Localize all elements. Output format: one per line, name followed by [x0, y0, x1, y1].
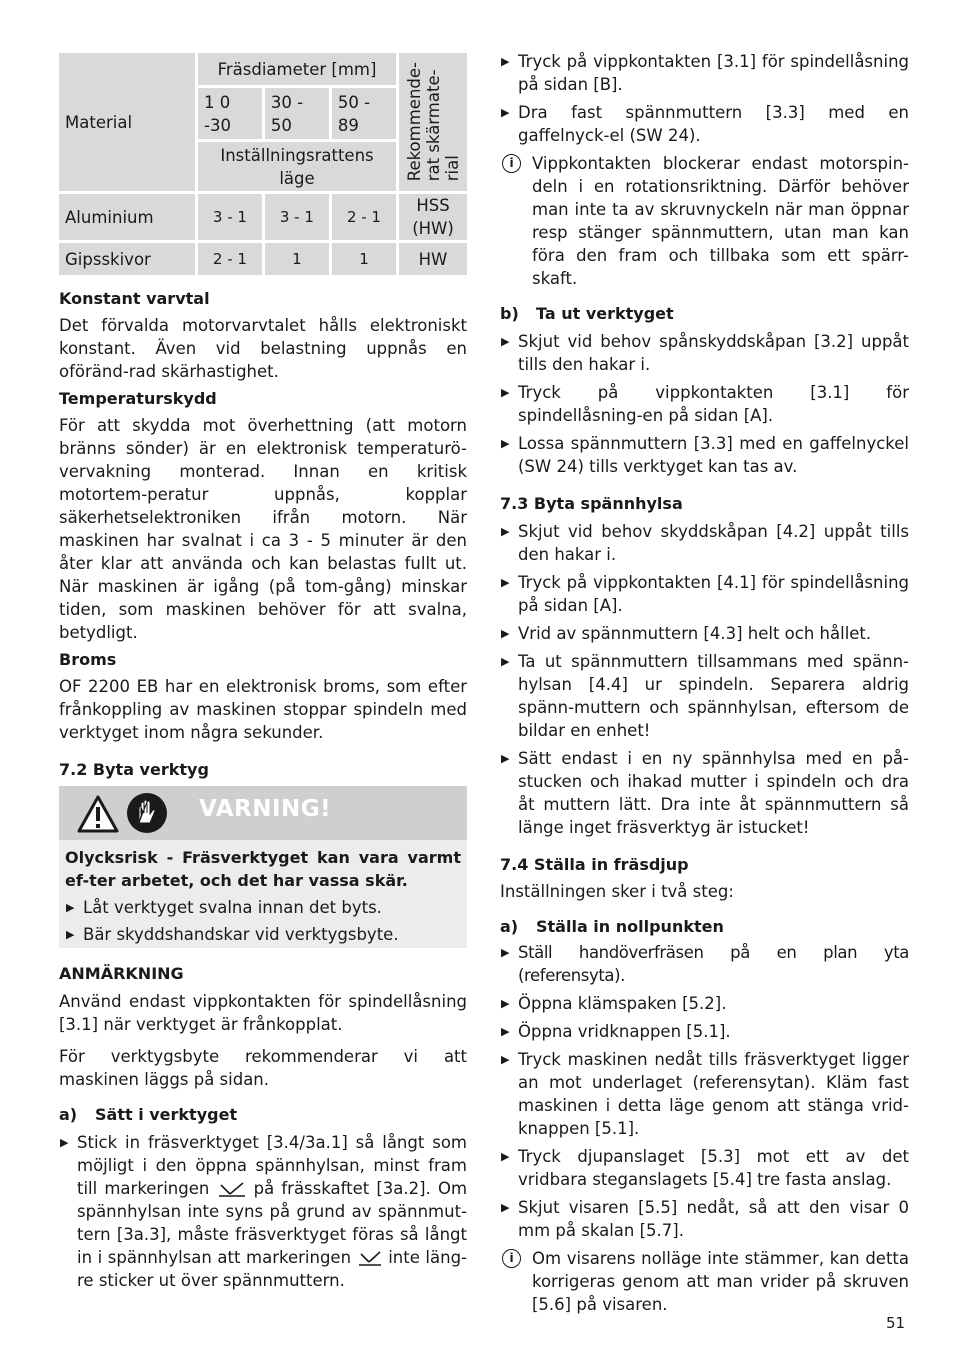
list-item-stick-in: ▶ Stick in fräsverktyget [3.4/3a.1] så långt som möjligt i den öppna spännhylsan, minst fram till markeringen på frässkaftet [3a.2]. Om spännhylsan inte syns på grund av spännmut-tern [3a.3], måste fräsverktyget föras så långt in i spännhylsan att markeringen inte läng-re sticker ut över spännmuttern.: [59, 1131, 467, 1292]
list-item: ▶ Tryck djupanslaget [5.3] mot ett av det vridbara steganslagets [5.4] tre fasta anslag.: [500, 1145, 909, 1191]
paragraph-broms: OF 2200 EB har en elektronisk broms, som efter frånkoppling av maskinen stoppar spindeln med verktyget inom några sekunder.: [59, 677, 467, 742]
paragraph-konstant: Det förvalda motorvarvtalet hålls elektroniskt konstant. Även vid belastning uppnås en oföränd-rad skärhastighet.: [59, 316, 467, 381]
list-item: ▶ Skjut visaren [5.5] nedåt, så att den visar 0 mm på skalan [5.7].: [500, 1196, 909, 1242]
table-cell-material: Gipsskivor: [59, 243, 195, 275]
table-cell-material: Aluminium: [59, 194, 195, 240]
heading-konstant: Konstant varvtal: [59, 289, 210, 308]
material-table: [56, 50, 470, 278]
heading-b-ta-ut-verktyget: b) Ta ut verktyget: [500, 304, 674, 323]
heading-a-satt-i-verktyget: a) Sätt i verktyget: [59, 1105, 238, 1124]
paragraph-temperaturskydd: För att skydda mot överhettning (att motorn bränns sönder) är en elektronisk temperaturö-vervakning monterad. Innan en kritisk motortem-peratur uppnås, kopplar säkerhetselektroniken ifrån motorn. När maskinen har svalnat i ca 3 - 5 minuter är den åter klar att använda och kan belastas fullt ut. När maskinen är igång (på tom-gång) minskar tiden, som maskinen behöver för att svalna, betydligt.: [59, 416, 467, 642]
info-note: i Vippkontakten blockerar endast motorspin-deln i en rotationsriktning. Därför behöver man inte ta av skruvnyckeln när man öppnar resp stänger spännmuttern, utan man kan föra den fram och tillbaka som ett spärr-skaft.: [500, 152, 909, 290]
page-number: 51: [886, 1314, 906, 1332]
list-item: ▶ Tryck på vippkontakten [4.1] för spindellåsning på sidan [A].: [500, 571, 909, 617]
warning-triangle-icon: [76, 794, 120, 834]
marking-symbol-icon: [357, 1250, 383, 1266]
heading-temperaturskydd: Temperaturskydd: [59, 389, 217, 408]
warning-content: [59, 840, 467, 948]
paragraph-7-4: Inställningen sker i två steg:: [500, 882, 734, 901]
heading-anmarkning: ANMÄRKNING: [59, 964, 184, 983]
heading-7-3: 7.3 Byta spännhylsa: [500, 494, 683, 513]
table-row: [59, 194, 467, 240]
table-range: 50 - 89: [332, 88, 396, 139]
list-item: ▶ Ta ut spännmuttern tillsammans med spänn-hylsan [4.4] ur spindeln. Separera aldrig spänn-muttern och spännhylsan, eftersom de bildar en enhet!: [500, 650, 909, 742]
info-icon: i: [502, 1249, 521, 1268]
table-cell: 1: [265, 243, 329, 275]
marking-symbol-icon: [217, 1181, 247, 1197]
table-header-material: Material: [59, 53, 195, 191]
list-item: ▶ Vrid av spännmuttern [4.3] helt och hållet.: [500, 622, 909, 645]
list-item: ▶ Tryck på vippkontakten [3.1] för spindellåsning-en på sidan [A].: [500, 381, 909, 427]
info-note: i Om visarens nolläge inte stämmer, kan detta korrigeras genom att man vrider på skruven [5.6] på visaren.: [500, 1247, 909, 1316]
table-cell: 2 - 1: [198, 243, 262, 275]
warning-item: ▶ Låt verktyget svalna innan det byts.: [65, 896, 461, 919]
list-item: ▶ Dra fast spännmuttern [3.3] med en gaffelnyck-el (SW 24).: [500, 101, 909, 147]
gloves-icon: [126, 792, 168, 834]
paragraph-anmarkning-1: Använd endast vippkontakten för spindellåsning [3.1] när verktyget är frånkopplat.: [59, 992, 467, 1034]
list-item: ▶ Lossa spännmuttern [3.3] med en gaffelnyckel (SW 24) tills verktyget kan tas av.: [500, 432, 909, 478]
warning-bold-text: Olycksrisk - Fräsverktyget kan vara varmt ef-ter arbetet, och det har vassa skär.: [65, 848, 461, 890]
table-cell: 3 - 1: [198, 194, 262, 240]
list-item: ▶ Skjut vid behov skyddskåpan [4.2] uppåt tills den hakar i.: [500, 520, 909, 566]
heading-a-nollpunkten: a) Ställa in nollpunkten: [500, 917, 724, 936]
table-cell-recommended: HW: [399, 243, 467, 275]
table-cell-recommended: HSS (HW): [399, 194, 467, 240]
table-header-position: Inställningsrattens läge: [198, 142, 396, 191]
table-header-recommended: Rekommende- rat skärmate- rial: [399, 53, 467, 191]
table-header-diameter: Fräsdiameter [mm]: [198, 53, 396, 85]
table-range: 30 - 50: [265, 88, 329, 139]
list-item: ▶ Ställ handöverfräsen på en plan yta (referensyta).: [500, 941, 909, 987]
list-item: ▶ Öppna vridknappen [5.1].: [500, 1020, 909, 1043]
list-item: ▶ Skjut vid behov spånskyddskåpan [3.2] uppåt tills den hakar i.: [500, 330, 909, 376]
right-column: [500, 50, 909, 1316]
table-row: [59, 243, 467, 275]
table-cell: 3 - 1: [265, 194, 329, 240]
info-icon: i: [502, 154, 521, 173]
warning-title: VARNING!: [199, 796, 332, 822]
table-cell: 2 - 1: [332, 194, 396, 240]
table-range: 1 0 -30: [198, 88, 262, 139]
left-column: [59, 50, 467, 1292]
list-item: ▶ Tryck maskinen nedåt tills fräsverktyget ligger an mot underlaget (referensytan). Kläm fast maskinen i detta läge genom att stänga vrid-knappen [5.1].: [500, 1048, 909, 1140]
table-cell: 1: [332, 243, 396, 275]
heading-broms: Broms: [59, 650, 117, 669]
list-item: ▶ Tryck på vippkontakten [3.1] för spindellåsning på sidan [B].: [500, 50, 909, 96]
list-item: ▶ Sätt endast i en ny spännhylsa med en på-stucken och ihakad mutter i spindeln och dra åt muttern lätt. Dra inte åt spännmuttern så länge inget fräsverktyg är istucket!: [500, 747, 909, 839]
list-item: ▶ Öppna klämspaken [5.2].: [500, 992, 909, 1015]
paragraph-anmarkning-2: För verktygsbyte rekommenderar vi att maskinen läggs på sidan.: [59, 1047, 467, 1089]
warning-bar: [59, 786, 467, 840]
warning-item: ▶ Bär skyddshandskar vid verktygsbyte.: [65, 923, 461, 946]
heading-7-4: 7.4 Ställa in fräsdjup: [500, 855, 689, 874]
heading-7-2: 7.2 Byta verktyg: [59, 760, 209, 779]
warning-block: [59, 786, 467, 948]
